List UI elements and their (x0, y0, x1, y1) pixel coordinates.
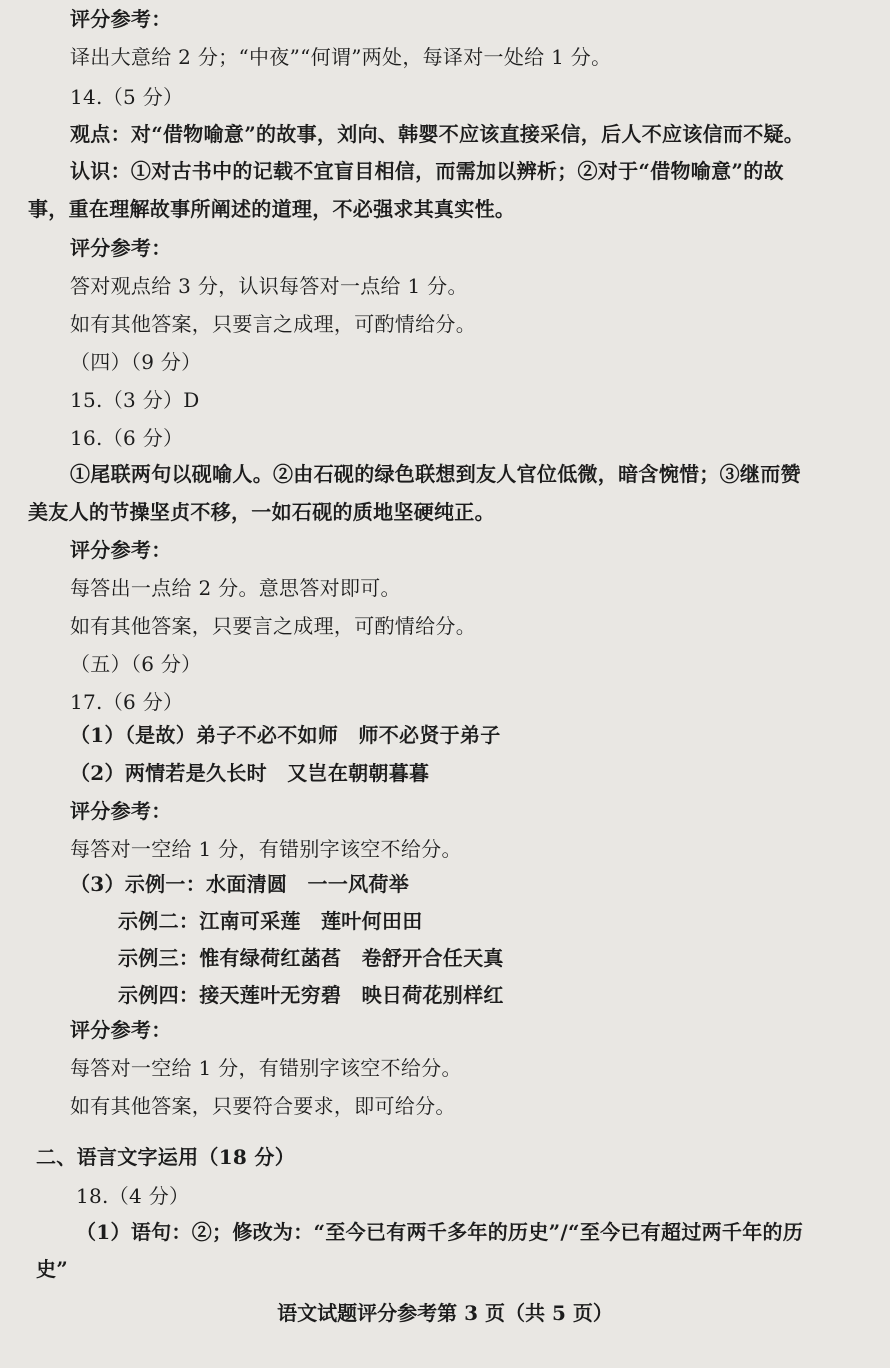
text-line: （3）示例一：水面清圆 一一风荷举 (70, 872, 410, 896)
text-line: 如有其他答案，只要言之成理，可酌情给分。 (70, 312, 476, 336)
text-line: ①尾联两句以砚喻人。②由石砚的绿色联想到友人官位低微，暗含惋惜；③继而赞 (70, 462, 801, 486)
text-line: 认识：①对古书中的记载不宜盲目相信，而需加以辨析；②对于“借物喻意”的故 (70, 159, 784, 183)
text-line: 15.（3 分）D (70, 388, 200, 412)
section-heading: 二、语言文字运用（18 分） (36, 1145, 295, 1169)
text-line: 评分参考： (70, 538, 172, 562)
text-line: （1）（是故）弟子不必不如师 师不必贤于弟子 (70, 723, 501, 747)
text-line: （2）两情若是久长时 又岂在朝朝暮暮 (70, 761, 430, 785)
text-line: 评分参考： (70, 799, 172, 823)
text-line: 美友人的节操坚贞不移，一如石砚的质地坚硬纯正。 (28, 500, 495, 524)
text-line: 观点：对“借物喻意”的故事，刘向、韩婴不应该直接采信，后人不应该信而不疑。 (70, 122, 805, 146)
text-line: 评分参考： (70, 7, 172, 31)
text-line: 答对观点给 3 分，认识每答对一点给 1 分。 (70, 274, 468, 298)
text-line: 如有其他答案，只要符合要求，即可给分。 (70, 1094, 456, 1118)
text-line: （四）（9 分） (70, 350, 202, 374)
page-footer: 语文试题评分参考第 3 页（共 5 页） (277, 1301, 613, 1325)
text-line: 16.（6 分） (70, 426, 184, 450)
text-line: 18.（4 分） (76, 1184, 190, 1208)
text-line: 每答对一空给 1 分，有错别字该空不给分。 (70, 1056, 462, 1080)
text-line: 示例二：江南可采莲 莲叶何田田 (118, 909, 423, 933)
text-line: （1）语句：②；修改为：“至今已有两千多年的历史”/“至今已有超过两千年的历 (76, 1220, 804, 1244)
text-line: 每答出一点给 2 分。意思答对即可。 (70, 576, 401, 600)
text-line: 示例三：惟有绿荷红菡萏 卷舒开合任天真 (118, 946, 504, 970)
text-line: 评分参考： (70, 1018, 172, 1042)
text-line: 17.（6 分） (70, 690, 184, 714)
text-line: 示例四：接天莲叶无穷碧 映日荷花别样红 (118, 983, 504, 1007)
text-line: 每答对一空给 1 分，有错别字该空不给分。 (70, 837, 462, 861)
text-line: 如有其他答案，只要言之成理，可酌情给分。 (70, 614, 476, 638)
text-line: 14.（5 分） (70, 85, 184, 109)
text-line: 评分参考： (70, 236, 172, 260)
text-line: 史” (36, 1257, 69, 1281)
text-line: 事，重在理解故事所阐述的道理，不必强求其真实性。 (28, 197, 516, 221)
text-line: （五）（6 分） (70, 652, 202, 676)
text-line: 译出大意给 2 分；“中夜”“何谓”两处，每译对一处给 1 分。 (70, 45, 612, 69)
